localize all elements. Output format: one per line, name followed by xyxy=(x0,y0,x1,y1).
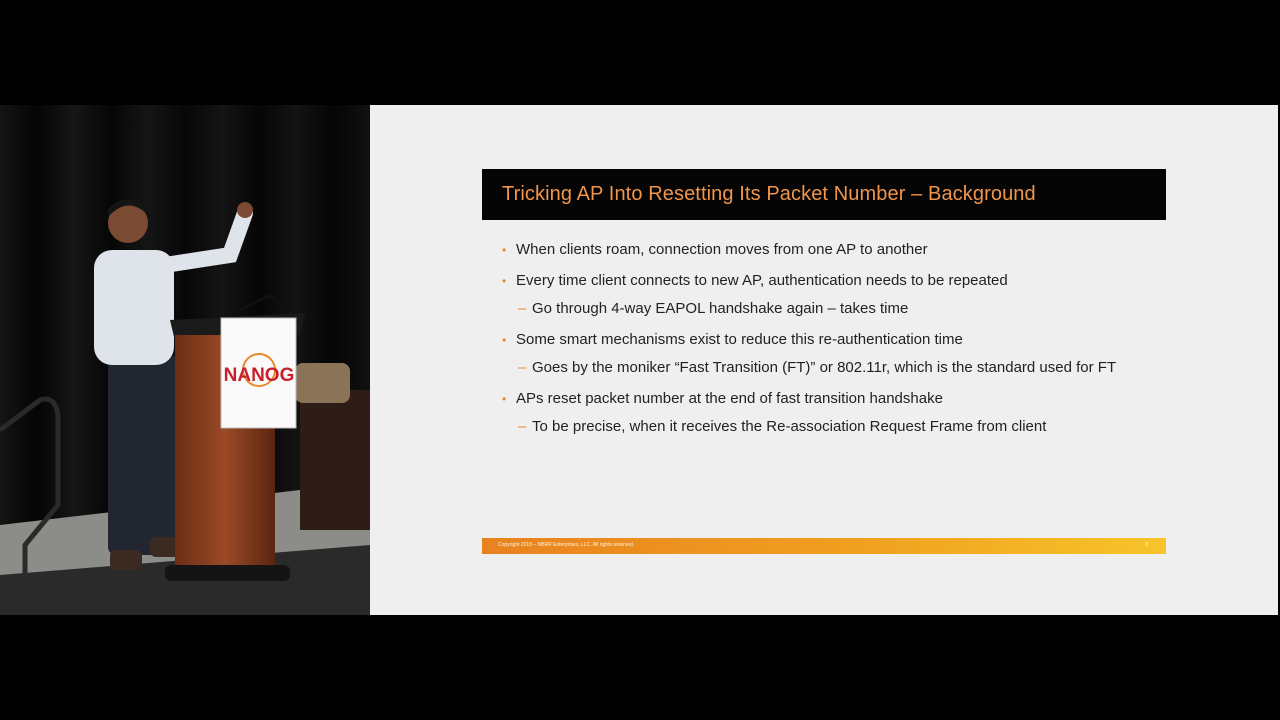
bullet-marker: • xyxy=(502,392,507,406)
sub-bullet-marker: – xyxy=(518,359,527,376)
side-table xyxy=(300,390,370,530)
sub-bullet-item xyxy=(502,416,1202,438)
presentation-slide xyxy=(370,105,1278,615)
bullet-text: Every time client connects to new AP, authentication needs to be repeated xyxy=(516,272,1008,289)
speaker-hand xyxy=(237,202,253,218)
slide-copyright: Copyright 2018 – NBRR Enterprises, LLC. All rights reserved. xyxy=(498,542,635,548)
podium-base xyxy=(165,565,290,581)
slide-page-number: 8 xyxy=(1145,542,1148,548)
bullet-text: APs reset packet number at the end of fast transition handshake xyxy=(516,390,943,407)
bullet-item xyxy=(502,270,1202,292)
sub-bullet-item xyxy=(502,357,1202,379)
slide-bullet-list xyxy=(502,239,1202,447)
bullet-marker: • xyxy=(502,274,507,288)
sub-bullet-item xyxy=(502,298,1202,320)
speaker-video xyxy=(0,105,370,615)
speaker-scene xyxy=(0,105,370,615)
slide-title-bar xyxy=(482,169,1166,220)
slide-title: Tricking AP Into Resetting Its Packet Number – Background xyxy=(502,183,1036,205)
bullet-text: When clients roam, connection moves from one AP to another xyxy=(516,241,928,258)
bullet-item xyxy=(502,329,1202,351)
bullet-item xyxy=(502,239,1202,261)
sub-bullet-marker: – xyxy=(518,418,527,435)
speaker-legs xyxy=(108,355,178,555)
slide-footer-bar xyxy=(482,538,1166,554)
speaker-shoe xyxy=(110,550,142,570)
podium-logo-text: NANOG xyxy=(223,365,295,386)
sub-bullet-text: To be precise, when it receives the Re-association Request Frame from client xyxy=(532,418,1047,435)
sub-bullet-marker: – xyxy=(518,300,527,317)
sub-bullet-text: Go through 4-way EAPOL handshake again – takes time xyxy=(532,300,909,317)
bullet-marker: • xyxy=(502,243,507,257)
sub-bullet-text: Goes by the moniker “Fast Transition (FT)” or 802.11r, which is the standard used for FT xyxy=(532,359,1117,376)
bullet-item xyxy=(502,388,1202,410)
bullet-text: Some smart mechanisms exist to reduce this re-authentication time xyxy=(516,331,963,348)
bullet-marker: • xyxy=(502,333,507,347)
chair xyxy=(295,363,350,403)
